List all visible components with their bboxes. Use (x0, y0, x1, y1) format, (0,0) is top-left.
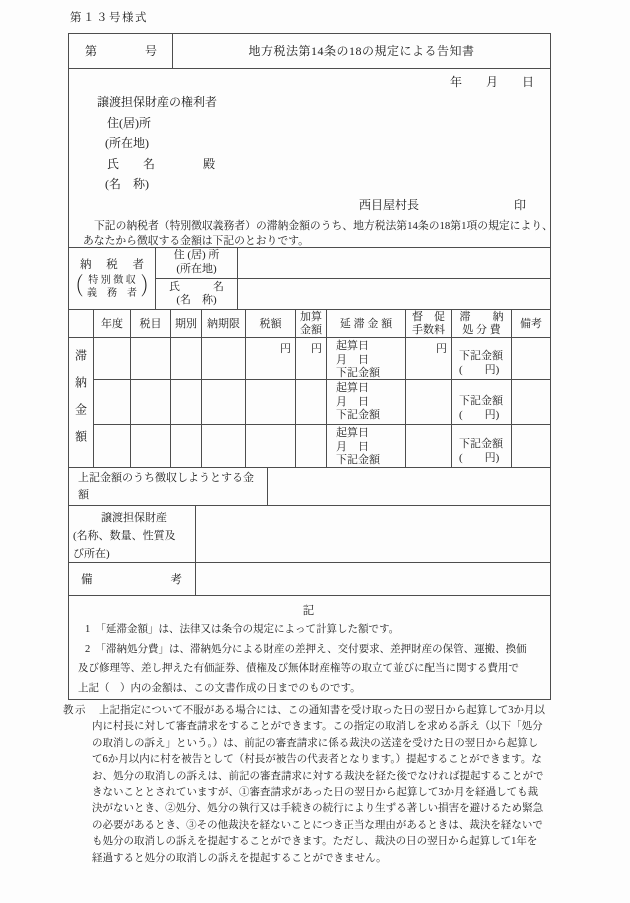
cell-remarks-2 (512, 380, 550, 425)
special-collector-text (87, 274, 137, 300)
header-surcharge-line2: 金額 (300, 323, 322, 336)
taxpayer-address-value-cell (238, 248, 550, 278)
taxpayer-address-row (156, 248, 550, 279)
cell-installment-1 (171, 338, 202, 380)
remarks-value-cell (196, 563, 550, 595)
taxpayer-label-char: 税 (106, 258, 118, 271)
cell-surcharge-2 (296, 380, 327, 425)
document-title: 地方税法第14条の18の規定による告知書 (248, 44, 475, 59)
appeal-instruction-paragraph (63, 703, 569, 867)
taxpayer-name-label-line2: (名 称) (176, 294, 217, 307)
body-line-2: あなたから徴収する金額は下記のとおりです。 (83, 235, 309, 248)
instruction-line: の必要があるとき、③その他裁決を経ないことにつき正当な理由があるときは、裁決を経ないで (92, 819, 543, 831)
cell-year-2 (94, 380, 131, 425)
instruction-label: 教示 (63, 705, 87, 716)
arrears-table (69, 310, 550, 468)
cell-demandfee-3 (406, 425, 452, 467)
cell-taxitem-1 (131, 338, 171, 380)
header-late-payment: 延 滞 金 額 (327, 310, 406, 338)
instruction-line: 経過すると処分の取消しの訴えを提起することができません。 (92, 852, 387, 864)
cell-year-3 (94, 425, 131, 467)
taxpayer-main-label (69, 258, 155, 273)
cell-taxamount-3 (246, 425, 296, 467)
seal-mark: 印 (513, 197, 526, 212)
special-collector-line1: 特 別 徴 収 (88, 274, 136, 286)
title-row (69, 34, 550, 69)
late-start-date-label: 起算日 (336, 427, 369, 440)
arrears-side-label-text: 滞納金額 (73, 348, 88, 457)
cell-disposition-1 (452, 338, 512, 380)
body-line-1: 下記の納税者（特別徴収義務者）の滞納金額のうち、地方税法第14条の18第1項の規定により、 (94, 220, 553, 233)
form-style-number: 第１３号様式 (70, 12, 148, 24)
cell-demandfee-1: 円 (406, 338, 452, 380)
note-item-2-line3: 上記（ ）内の金額は、この文書作成の日までのものです。 (78, 683, 361, 695)
collection-amount-row (69, 468, 550, 506)
close-paren: ） (140, 273, 158, 300)
disposition-yen-paren-label: ( 円) (459, 363, 500, 376)
disposition-yen-paren-label: ( 円) (459, 408, 500, 421)
instruction-line: きないこととされていますが、①審査請求があった日の翌日から起算して3か月を経過しても裁 (92, 787, 539, 799)
cell-taxitem-2 (131, 380, 171, 425)
header-surcharge-line1: 加算 (300, 311, 322, 324)
taxpayer-name-row (156, 279, 550, 309)
recipient-address-alt-label: (所在地) (105, 136, 149, 151)
cell-latepayment-1 (327, 338, 406, 380)
property-label-line3: び所在) (73, 548, 110, 561)
instruction-line: 決がないとき、②処分、処分の執行又は手続きの続行により生ずる著しい損害を避けるため緊急 (92, 803, 544, 815)
taxpayer-detail-rows (156, 248, 550, 310)
taxpayer-box (66, 248, 550, 311)
header-tax-amount: 税額 (246, 310, 296, 338)
cell-taxamount-1: 円 (246, 338, 296, 380)
property-value-cell (196, 506, 550, 562)
instruction-line: も処分の取消しの訴えを提起することができます。ただし、裁決の日の翌日から起算して1年を (92, 836, 538, 848)
instruction-line: 内に村長に対して審査請求をすることができます。この指定の取消しを求める訴え（以下「処分 (92, 721, 543, 733)
header-surcharge (296, 310, 327, 338)
remarks-label (69, 563, 196, 595)
remarks-row (69, 563, 550, 596)
instruction-lines (92, 703, 569, 867)
taxpayer-label-char: 納 (80, 258, 92, 271)
instruction-line: て6か月以内に村を被告として（村長が被告の代表者となります。）提起することができます。な (92, 754, 542, 766)
late-amount-below-label: 下記金額 (336, 367, 380, 380)
header-demand-fee-line2: 手数料 (412, 323, 445, 336)
disposition-yen-paren-label: ( 円) (459, 451, 500, 464)
note-item-2-line1: 2 「滞納処分費」は、滞納処分による財産の差押え、交付要求、差押財産の保管、運搬、換価 (85, 643, 527, 655)
taxpayer-name-label-line1: 氏 名 (169, 280, 224, 293)
taxpayer-address-label-line1: 住 (居) 所 (173, 249, 220, 262)
header-spacer-cell (69, 310, 94, 338)
late-amount-below-label: 下記金額 (336, 409, 380, 422)
note-item-2-line2: 及び修理等、差し押えた有価証券、債権及び無体財産権等の取立て並びに配当に関する費用で (78, 663, 519, 675)
collection-amount-label: 上記金額のうち徴収しようとする金額 (69, 468, 268, 505)
cell-latepayment-3 (327, 425, 406, 467)
disposition-amount-below-label: 下記金額 (459, 350, 503, 363)
instruction-line: の取消しの訴え」という。）は、前記の審査請求に係る裁決の送達を受けた日の翌日から起算し (92, 737, 539, 749)
header-installment: 期別 (171, 310, 202, 338)
late-month-day-label: 月 日 (336, 353, 369, 366)
cell-remarks-3 (512, 425, 550, 467)
header-disposition-cost-line1: 滞 納 (459, 311, 504, 324)
cell-year-1 (94, 338, 131, 380)
cell-taxitem-3 (131, 425, 171, 467)
addressee-section (69, 69, 553, 248)
taxpayer-label-char: 者 (132, 258, 144, 271)
remarks-label-right-char: 考 (170, 573, 182, 586)
issuer-line (83, 195, 538, 216)
number-suffix: 号 (144, 44, 157, 59)
taxpayer-label-cell (66, 248, 158, 310)
cell-disposition-2 (452, 380, 512, 425)
cell-latepayment-2 (327, 380, 406, 425)
header-demand-fee (406, 310, 452, 338)
cell-installment-2 (171, 380, 202, 425)
taxpayer-name-value-cell (238, 279, 550, 309)
notes-heading: 記 (302, 604, 317, 617)
late-start-date-label: 起算日 (336, 340, 369, 353)
instruction-line: お、処分の取消しの訴えは、前記の審査請求に対する裁決を経た後でなければ提起することがで (92, 770, 544, 782)
disposition-amount-below-label: 下記金額 (459, 438, 503, 451)
cell-duedate-1 (202, 338, 246, 380)
recipient-address-label: 住(居)所 (107, 115, 151, 130)
property-label (69, 506, 196, 562)
date-line: 年 月 日 (449, 74, 534, 89)
open-paren: （ (66, 273, 84, 300)
recipient-role-label: 譲渡担保財産の権利者 (97, 95, 218, 110)
recipient-name-alt-label: (名 称) (105, 177, 149, 192)
cell-demandfee-2 (406, 380, 452, 425)
collection-amount-value-cell (268, 468, 550, 505)
special-collector-line2: 義 務 者 (87, 287, 137, 299)
header-tax-item: 税目 (131, 310, 171, 338)
header-due-date: 納期限 (202, 310, 246, 338)
taxpayer-address-label-line2: (所在地) (176, 262, 217, 275)
body-paragraph (83, 219, 553, 249)
notice-form-box (68, 33, 551, 700)
cell-surcharge-1: 円 (296, 338, 327, 380)
late-month-day-label: 月 日 (336, 440, 369, 453)
document-number-cell (69, 34, 173, 68)
header-remarks: 備考 (512, 310, 550, 338)
cell-taxamount-2 (246, 380, 296, 425)
notes-section (69, 596, 550, 699)
number-prefix: 第 (85, 44, 98, 59)
late-month-day-label: 月 日 (336, 395, 369, 408)
cell-duedate-2 (202, 380, 246, 425)
arrears-side-label (69, 338, 94, 467)
header-disposition-cost-line2: 処 分 費 (462, 323, 501, 336)
taxpayer-name-label (156, 279, 238, 309)
cell-duedate-3 (202, 425, 246, 467)
late-amount-below-label: 下記金額 (336, 454, 380, 467)
special-collector-label (66, 273, 158, 300)
taxpayer-address-label (156, 248, 238, 278)
cell-surcharge-3 (296, 425, 327, 467)
header-fiscal-year: 年度 (94, 310, 131, 338)
cell-disposition-3 (452, 425, 512, 467)
property-row (69, 506, 550, 563)
issuer-name: 西目屋村長 (359, 197, 420, 212)
disposition-amount-below-label: 下記金額 (459, 395, 503, 408)
header-demand-fee-line1: 督 促 (412, 311, 445, 324)
property-label-line2: (名称、数量、性質及 (73, 530, 176, 543)
note-item-1: 1 「延滞金額」は、法律又は条令の規定によって計算した額です。 (85, 623, 400, 635)
header-disposition-cost (452, 310, 512, 338)
cell-remarks-1 (512, 338, 550, 380)
recipient-name-line: 氏 名 殿 (107, 156, 216, 171)
late-start-date-label: 起算日 (336, 382, 369, 395)
property-label-line1: 譲渡担保財産 (101, 512, 167, 525)
remarks-label-left-char: 備 (81, 573, 93, 586)
instruction-line: 上記指定について不服がある場合には、この通知書を受け取った日の翌日から起算して3か月以 (99, 705, 546, 716)
cell-installment-3 (171, 425, 202, 467)
